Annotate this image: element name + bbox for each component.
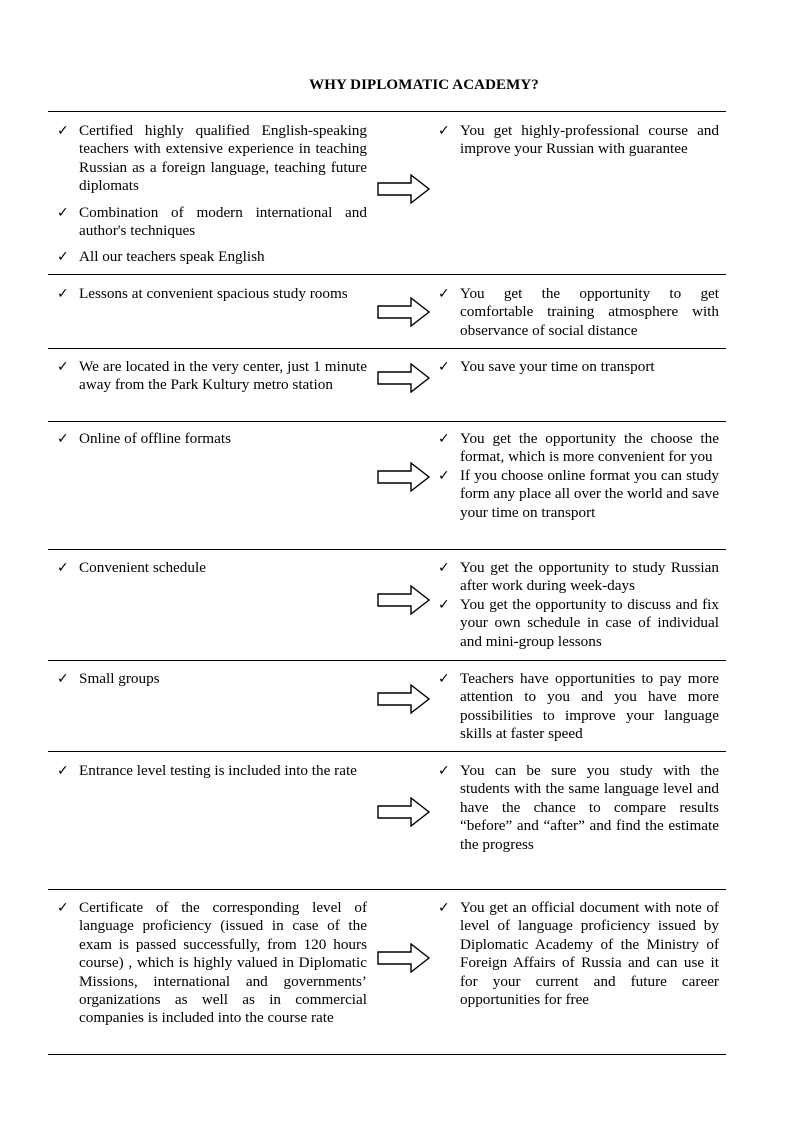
right-cell bbox=[438, 559, 719, 651]
list-item bbox=[57, 762, 367, 780]
left-cell bbox=[57, 670, 367, 688]
left-cell bbox=[57, 762, 367, 780]
item-text: We are located in the very center, just 1 minute away from the Park Kultury metro station bbox=[79, 358, 367, 394]
item-text: You get the opportunity to discuss and fix your own schedule in case of individual and mini-group lessons bbox=[460, 595, 719, 650]
item-text: If you choose online format you can study form any place all over the world and save your time on transport bbox=[460, 466, 719, 521]
right-cell bbox=[438, 670, 719, 744]
right-arrow-icon bbox=[377, 797, 431, 827]
check-icon: ✓ bbox=[438, 671, 450, 687]
check-icon: ✓ bbox=[438, 560, 450, 576]
check-icon: ✓ bbox=[438, 900, 450, 916]
list-item bbox=[438, 285, 719, 340]
item-text: You can be sure you study with the students with the same language level and have the chance to compare results “before” and “after” and find the estimate the progress bbox=[460, 762, 719, 853]
left-cell bbox=[57, 899, 367, 1028]
table-bottom-rule bbox=[48, 1054, 726, 1055]
check-icon: ✓ bbox=[438, 431, 450, 447]
right-cell bbox=[438, 899, 719, 1009]
right-cell bbox=[438, 430, 719, 522]
item-text: Certificate of the corresponding level of language proficiency (issued in case of the exam is passed successfully, from 120 hours course) , which is highly valued in Diplomatic Missions, international and governments’ organizations as well as in commercial companies is included into the course rate bbox=[79, 899, 367, 1027]
list-item bbox=[57, 358, 367, 395]
item-text: Online of offline formats bbox=[79, 430, 231, 447]
page-title: WHY DIPLOMATIC ACADEMY? bbox=[309, 77, 539, 93]
list-item bbox=[57, 559, 367, 577]
item-text: You save your time on transport bbox=[460, 358, 655, 375]
check-icon: ✓ bbox=[438, 596, 450, 613]
left-cell bbox=[57, 285, 367, 303]
item-text: Teachers have opportunities to pay more attention to you and you have more possibilities to improve your language skills at faster speed bbox=[460, 670, 719, 743]
list-item bbox=[438, 670, 719, 744]
item-text: You get highly-professional course and improve your Russian with guarantee bbox=[460, 122, 719, 158]
right-cell bbox=[438, 285, 719, 340]
list-item bbox=[438, 430, 719, 467]
row-divider bbox=[48, 889, 726, 890]
list-item bbox=[57, 248, 367, 266]
check-icon: ✓ bbox=[57, 671, 69, 687]
item-text: Certified highly qualified English-speaking teachers with extensive experience in teaching Russian as a foreign language, teaching future diplomats bbox=[79, 122, 367, 195]
item-text: You get the opportunity to study Russian after work during week-days bbox=[460, 559, 719, 595]
check-icon: ✓ bbox=[57, 431, 69, 447]
list-item bbox=[438, 596, 719, 651]
table-top-rule bbox=[48, 111, 726, 112]
check-icon: ✓ bbox=[438, 123, 450, 139]
check-icon: ✓ bbox=[57, 763, 69, 779]
check-icon: ✓ bbox=[57, 359, 69, 375]
check-icon: ✓ bbox=[57, 900, 69, 916]
right-arrow-icon bbox=[377, 684, 431, 714]
row-divider bbox=[48, 660, 726, 661]
list-item bbox=[57, 899, 367, 1028]
row-divider bbox=[48, 348, 726, 349]
check-icon: ✓ bbox=[438, 359, 450, 375]
left-cell bbox=[57, 559, 367, 577]
check-icon: ✓ bbox=[57, 204, 69, 221]
check-icon: ✓ bbox=[57, 286, 69, 302]
left-cell bbox=[57, 358, 367, 395]
list-item bbox=[57, 670, 367, 688]
list-item bbox=[438, 358, 719, 376]
list-item bbox=[57, 430, 367, 448]
row-divider bbox=[48, 549, 726, 550]
check-icon: ✓ bbox=[57, 560, 69, 576]
right-arrow-icon bbox=[377, 363, 431, 393]
right-cell bbox=[438, 122, 719, 159]
list-item bbox=[57, 122, 367, 196]
right-arrow-icon bbox=[377, 174, 431, 204]
row-divider bbox=[48, 421, 726, 422]
list-item bbox=[57, 204, 367, 241]
row-divider bbox=[48, 274, 726, 275]
check-icon: ✓ bbox=[57, 249, 69, 266]
item-text: You get an official document with note of level of language proficiency issued by Diplomatic Academy of the Ministry of Foreign Affairs of Russia and can use it for your current and future career opportunities for free bbox=[460, 899, 719, 1009]
list-item bbox=[438, 467, 719, 522]
check-icon: ✓ bbox=[57, 123, 69, 139]
check-icon: ✓ bbox=[438, 763, 450, 779]
row-divider bbox=[48, 751, 726, 752]
right-cell bbox=[438, 358, 719, 376]
list-item bbox=[438, 762, 719, 854]
item-text: Convenient schedule bbox=[79, 559, 206, 576]
right-arrow-icon bbox=[377, 462, 431, 492]
right-cell bbox=[438, 762, 719, 854]
left-cell bbox=[57, 430, 367, 448]
item-text: Small groups bbox=[79, 670, 160, 687]
item-text: Lessons at convenient spacious study rooms bbox=[79, 285, 348, 302]
check-icon: ✓ bbox=[438, 467, 450, 484]
list-item bbox=[57, 285, 367, 303]
list-item bbox=[438, 899, 719, 1009]
item-text: Entrance level testing is included into the rate bbox=[79, 762, 357, 779]
item-text: You get the opportunity the choose the format, which is more convenient for you bbox=[460, 430, 719, 466]
item-text: Combination of modern international and author's techniques bbox=[79, 203, 367, 240]
list-item bbox=[438, 559, 719, 596]
right-arrow-icon bbox=[377, 297, 431, 327]
item-text: All our teachers speak English bbox=[79, 248, 265, 266]
check-icon: ✓ bbox=[438, 286, 450, 302]
item-text: You get the opportunity to get comfortable training atmosphere with observance of social distance bbox=[460, 285, 719, 339]
list-item bbox=[438, 122, 719, 159]
left-cell bbox=[57, 122, 367, 267]
right-arrow-icon bbox=[377, 943, 431, 973]
right-arrow-icon bbox=[377, 585, 431, 615]
